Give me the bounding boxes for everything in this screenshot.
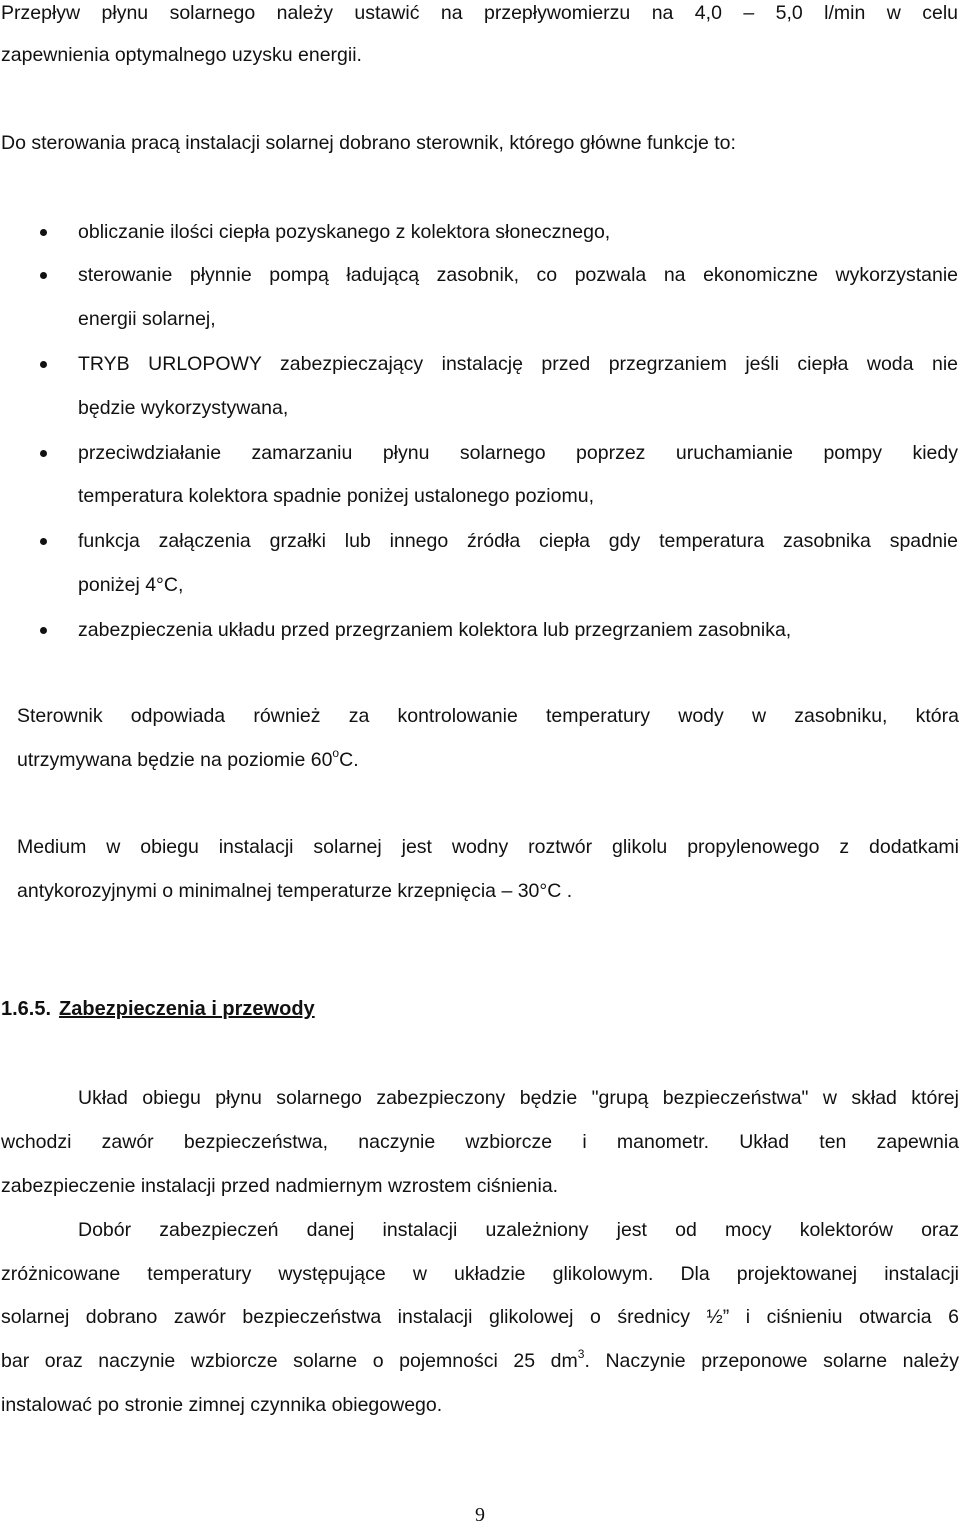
selection-text-continued: . Naczynie przeponowe solarne należy — [584, 1350, 959, 1372]
selection-text: bar oraz naczynie wzbiorcze solarne o pojemności 25 dm — [1, 1350, 578, 1372]
medium-paragraph-line-1: Medium w obiegu instalacji solarnej jest wodny roztwór glikolu propylenowego z dodatkami — [17, 836, 959, 858]
degree-superscript: o — [332, 746, 340, 760]
list-item-text: TRYB URLOPOWY zabezpieczający instalację przed przegrzaniem jeśli ciepła woda nie — [78, 353, 958, 375]
safety-paragraph-line-3: zabezpieczenie instalacji przed nadmiernym wzrostem ciśnienia. — [1, 1175, 559, 1197]
selection-paragraph-line-4 — [1, 1339, 959, 1383]
section-heading — [1, 987, 315, 1031]
bullet-icon — [40, 272, 47, 279]
cubic-superscript: 3 — [577, 1347, 585, 1361]
bullet-icon — [40, 361, 47, 368]
list-item-text: sterowanie płynnie pompą ładującą zasobnik, co pozwala na ekonomiczne wykorzystanie — [78, 264, 958, 286]
section-number: 1.6.5. — [1, 998, 52, 1020]
controller-paragraph-line-1: Sterownik odpowiada również za kontrolowanie temperatury wody w zasobniku, która — [17, 705, 959, 727]
controller-text: utrzymywana będzie na poziomie 60 — [17, 749, 333, 771]
medium-paragraph-line-2: antykorozyjnymi o minimalnej temperaturze krzepnięcia – 30°C . — [17, 880, 573, 902]
page-number: 9 — [475, 1504, 485, 1526]
list-item-text-continued: temperatura kolektora spadnie poniżej ustalonego poziomu, — [78, 485, 594, 507]
list-item-text: obliczanie ilości ciepła pozyskanego z kolektora słonecznego, — [78, 221, 611, 243]
selection-paragraph-line-1: Dobór zabezpieczeń danej instalacji uzależniony jest od mocy kolektorów oraz — [78, 1219, 959, 1241]
bullet-icon — [40, 538, 47, 545]
list-item-text: zabezpieczenia układu przed przegrzaniem kolektora lub przegrzaniem zasobnika, — [78, 619, 792, 641]
selection-paragraph-line-2: zróżnicowane temperatury występujące w układzie glikolowym. Dla projektowanej instalacji — [1, 1263, 959, 1285]
intro-line-2: zapewnienia optymalnego uzysku energii. — [1, 44, 362, 66]
bullet-icon — [40, 450, 47, 457]
selection-paragraph-line-3: solarnej dobrano zawór bezpieczeństwa instalacji glikolowej o średnicy ½” i ciśnieniu otwarcia 6 — [1, 1306, 959, 1328]
list-item-text: przeciwdziałanie zamarzaniu płynu solarnego poprzez uruchamianie pompy kiedy — [78, 442, 958, 464]
section-title: Zabezpieczenia i przewody — [59, 998, 315, 1020]
list-item-text-continued: poniżej 4°C, — [78, 574, 184, 596]
controller-paragraph-line-2 — [17, 738, 359, 782]
controller-unit: C. — [339, 749, 359, 771]
functions-intro: Do sterowania pracą instalacji solarnej dobrano sterownik, którego główne funkcje to: — [1, 132, 736, 154]
list-item-text-continued: energii solarnej, — [78, 308, 216, 330]
safety-paragraph-line-2: wchodzi zawór bezpieczeństwa, naczynie wzbiorcze i manometr. Układ ten zapewnia — [1, 1131, 959, 1153]
selection-paragraph-line-5: instalować po stronie zimnej czynnika obiegowego. — [1, 1394, 443, 1416]
safety-paragraph-line-1: Układ obiegu płynu solarnego zabezpieczony będzie "grupą bezpieczeństwa" w skład której — [78, 1087, 959, 1109]
bullet-icon — [40, 229, 47, 236]
bullet-icon — [40, 627, 47, 634]
list-item-text: funkcja załączenia grzałki lub innego źródła ciepła gdy temperatura zasobnika spadnie — [78, 530, 958, 552]
intro-line-1: Przepływ płynu solarnego należy ustawić na przepływomierzu na 4,0 – 5,0 l/min w celu — [1, 2, 958, 24]
list-item-text-continued: będzie wykorzystywana, — [78, 397, 289, 419]
